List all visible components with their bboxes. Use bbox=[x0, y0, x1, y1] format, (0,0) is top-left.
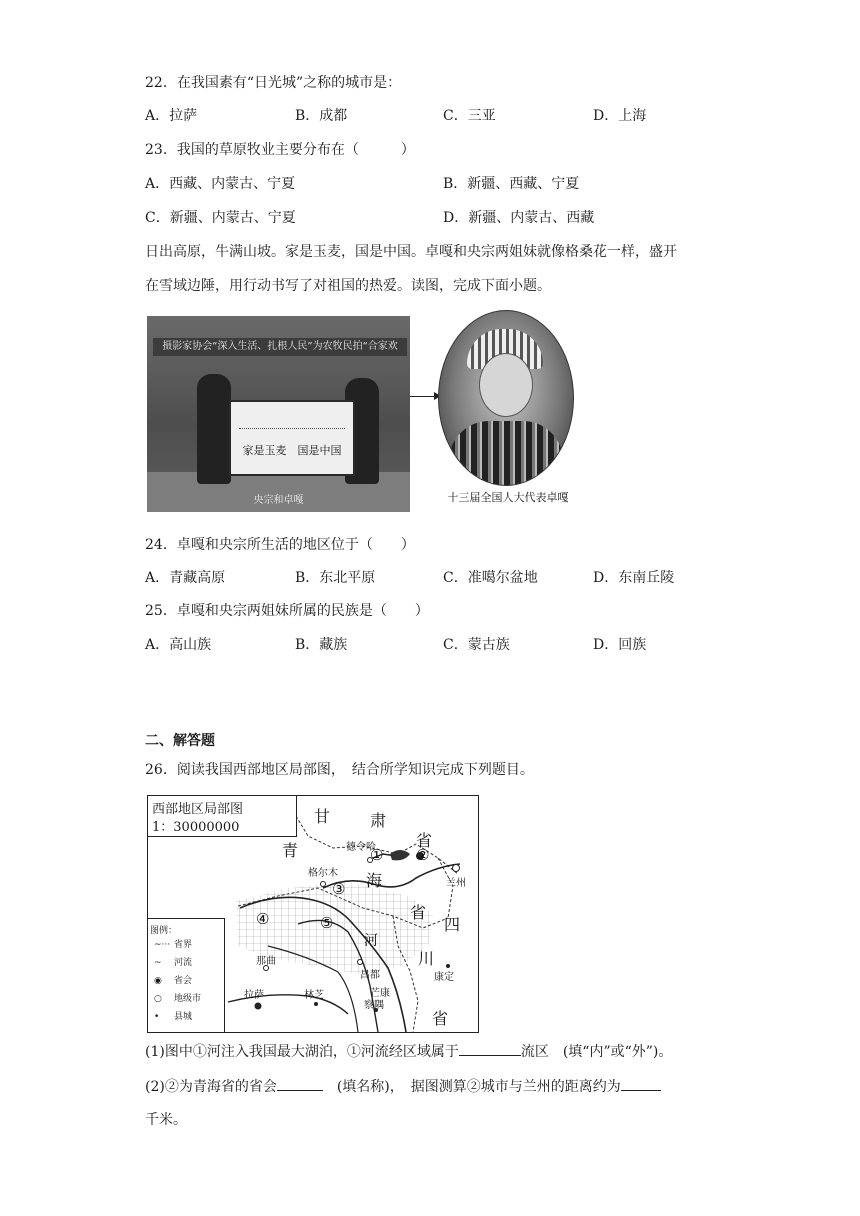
arrow-icon bbox=[410, 396, 440, 397]
label-gan: 甘 bbox=[314, 807, 331, 826]
label-hai: 海 bbox=[366, 871, 383, 890]
passage-line-1: 日出高原，牛满山坡。家是玉麦，国是中国。卓嘎和央宗两姐妹就像格桑花一样，盛开 bbox=[145, 244, 677, 260]
left-photo-caption: 央宗和卓嘎 bbox=[253, 495, 304, 506]
label-delingha: 德令哈 bbox=[346, 842, 376, 853]
prefecture-city-icon: ○ bbox=[154, 994, 162, 1004]
west-china-map bbox=[147, 795, 479, 1033]
label-he: 河 bbox=[364, 933, 378, 949]
label-su: 肃 bbox=[370, 811, 387, 830]
person-left bbox=[197, 374, 231, 484]
city-linzhi bbox=[314, 1002, 318, 1006]
q24-stem: 24．卓嘎和央宗所生活的地区位于（ ） bbox=[145, 537, 415, 553]
sisters-photo bbox=[147, 316, 410, 512]
q25-option-c: C．蒙古族 bbox=[443, 637, 510, 653]
legend-prefecture: ○ 地级市 bbox=[154, 994, 202, 1004]
q25-option-d: D．回族 bbox=[593, 637, 647, 653]
label-linzhi: 林芝 bbox=[304, 990, 324, 1001]
q23-stem: 23．我国的草原牧业主要分布在（ ） bbox=[145, 142, 415, 158]
q26-stem: 26．阅读我国西部地区局部图， 结合所学知识完成下列题目。 bbox=[145, 762, 534, 778]
robe bbox=[449, 421, 563, 486]
qinghai-lake bbox=[390, 850, 410, 860]
marker-5: ⑤ bbox=[320, 914, 334, 932]
q26-part-2-text-b: (填名称)， 据图测算②城市与兰州的距离约为 bbox=[322, 1079, 621, 1095]
q25-option-a: A．高山族 bbox=[145, 637, 212, 653]
q23-option-c: C．新疆、内蒙古、宁夏 bbox=[145, 210, 296, 226]
river-icon: ~ bbox=[154, 958, 162, 968]
q26-part-1-text-b: 流区 (填“内”或“外”)。 bbox=[520, 1044, 673, 1060]
q22-option-a: A．拉萨 bbox=[145, 108, 198, 124]
label-changdu: 昌都 bbox=[360, 970, 380, 981]
scroll-text: 家是玉麦 国是中国 bbox=[242, 444, 342, 457]
section-title: 二、解答题 bbox=[145, 733, 215, 749]
map-title-box bbox=[148, 796, 297, 837]
map-title: 西部地区局部图 bbox=[152, 802, 244, 817]
q24-option-a: A．青藏高原 bbox=[145, 570, 226, 586]
label-mangkang: 芒康 bbox=[370, 988, 390, 999]
q22-option-d: D．上海 bbox=[593, 108, 647, 124]
label-sheng-3: 省 bbox=[432, 1009, 449, 1028]
map-legend bbox=[148, 918, 225, 1033]
right-photo-caption: 十三届全国人大代表卓嘎 bbox=[447, 491, 569, 504]
marker-4: ④ bbox=[256, 910, 270, 928]
q22-stem: 22．在我国素有“日光城”之称的城市是： bbox=[145, 75, 402, 91]
label-si: 四 bbox=[444, 915, 461, 934]
q26-part-1 bbox=[145, 1041, 672, 1062]
q24-option-b: B．东北平原 bbox=[295, 570, 376, 586]
label-geermu: 格尔木 bbox=[308, 868, 338, 879]
face bbox=[479, 353, 533, 417]
label-chayu: 察隅 bbox=[364, 1000, 384, 1011]
q22-option-b: B．成都 bbox=[295, 108, 348, 124]
legend-county: • 县城 bbox=[154, 1012, 193, 1022]
photo-banner-text: 摄影家协会“深入生活、扎根人民”为农牧民拍“合家欢 bbox=[153, 338, 407, 356]
q26-part-2-blank-1[interactable] bbox=[277, 1076, 323, 1091]
legend-title: 图例： bbox=[150, 926, 178, 936]
label-qing: 青 bbox=[282, 841, 299, 860]
county-town-icon: • bbox=[154, 1012, 160, 1022]
label-chuan: 川 bbox=[418, 949, 435, 968]
legend-river: ~ 河流 bbox=[154, 958, 193, 968]
q23-option-b: B．新疆、西藏、宁夏 bbox=[443, 176, 580, 192]
province-border-icon: ~··· bbox=[154, 940, 171, 950]
legend-border: ~··· 省界 bbox=[154, 940, 193, 950]
label-lanzhou: 兰州 bbox=[446, 878, 466, 889]
label-kangding: 康定 bbox=[434, 972, 454, 983]
q24-option-d: D．东南丘陵 bbox=[593, 570, 675, 586]
tibetan-script bbox=[239, 412, 345, 429]
city-lasa bbox=[255, 1003, 262, 1010]
city-changdu bbox=[358, 960, 363, 965]
city-lanzhou bbox=[453, 865, 460, 872]
q22-option-c: C．三亚 bbox=[443, 108, 496, 124]
legend-capital: ◉ 省会 bbox=[154, 976, 193, 986]
q26-part-2 bbox=[145, 1076, 661, 1097]
q25-option-b: B．藏族 bbox=[295, 637, 348, 653]
capital-icon: ◉ bbox=[154, 976, 162, 986]
city-geermu bbox=[321, 882, 326, 887]
calligraphy-scroll bbox=[229, 400, 355, 476]
q23-option-a: A．西藏、内蒙古、宁夏 bbox=[145, 176, 296, 192]
q26-part-1-blank[interactable] bbox=[459, 1041, 521, 1056]
marker-2: ② bbox=[416, 846, 430, 864]
marker-1: ① bbox=[370, 846, 384, 864]
q26-part-2-text-a: (2)②为青海省的省会 bbox=[145, 1079, 277, 1095]
label-sheng-2: 省 bbox=[410, 903, 427, 922]
marker-3: ③ bbox=[332, 880, 346, 898]
q23-option-d: D．新疆、内蒙古、西藏 bbox=[443, 210, 595, 226]
label-naqu: 那曲 bbox=[256, 956, 276, 967]
zhuoga-portrait bbox=[438, 310, 574, 486]
q26-part-1-text-a: (1)图中①河注入我国最大湖泊，①河流经区域属于 bbox=[145, 1044, 459, 1060]
q25-stem: 25．卓嘎和央宗两姐妹所属的民族是（ ） bbox=[145, 603, 429, 619]
label-lasa: 拉萨 bbox=[244, 990, 264, 1001]
label-sheng-1: 省 bbox=[416, 831, 433, 850]
passage-line-2: 在雪域边陲，用行动书写了对祖国的热爱。读图，完成下面小题。 bbox=[145, 278, 551, 294]
q26-part-2-blank-2[interactable] bbox=[621, 1076, 661, 1091]
map-scale: 1：30000000 bbox=[152, 820, 240, 835]
q26-part-2-unit: 千米。 bbox=[145, 1112, 187, 1128]
q24-option-c: C．准噶尔盆地 bbox=[443, 570, 538, 586]
